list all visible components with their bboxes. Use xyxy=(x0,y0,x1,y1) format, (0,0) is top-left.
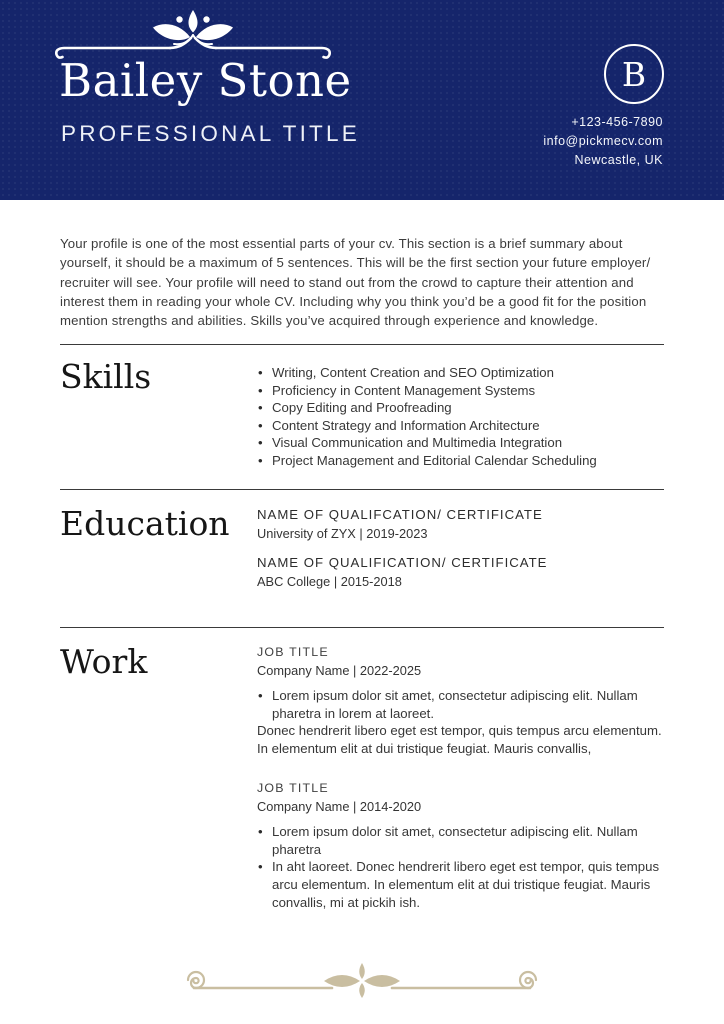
skill-item: • Proficiency in Content Management Systems xyxy=(257,382,664,399)
skill-item: • Writing, Content Creation and SEO Optimization xyxy=(257,364,664,381)
section-work-heading-col xyxy=(60,641,257,935)
work-heading: Work xyxy=(60,641,148,681)
qualification-detail: University of ZYX | 2019-2023 xyxy=(257,525,428,541)
qualification-detail: ABC College | 2015-2018 xyxy=(257,573,402,589)
contact-email: info@pickmecv.com xyxy=(543,134,663,148)
contact-location: Newcastle, UK xyxy=(574,153,663,167)
person-name: Bailey Stone xyxy=(59,54,352,107)
section-work-body-col xyxy=(257,645,664,935)
company-line: Company Name | 2022-2025 xyxy=(257,662,422,678)
monogram-letter: B xyxy=(621,54,647,94)
qualification-title: NAME OF QUALIFICATION/ CERTIFICATE xyxy=(257,554,548,570)
skill-item: • Content Strategy and Information Architecture xyxy=(257,417,664,434)
profile-summary: Your profile is one of the most essential parts of your cv. This section is a brief summary about yourself, it should be a maximum of 5 sentences. This will be the first section your future employer/ recruiter will see. Your profile will need to stand out from the crowd to capture their attention and interest them in reading your whole CV. Including why you think you’d be a good fit for the position mention strengths and abilities. Skills you’ve acquired through experience and knowledge. xyxy=(60,236,651,329)
work-entry xyxy=(257,645,664,757)
job-title: JOB TITLE xyxy=(257,781,329,796)
work-bullet-list xyxy=(257,687,664,722)
company-line: Company Name | 2014-2020 xyxy=(257,799,422,815)
skills-list xyxy=(257,364,664,468)
person-title: PROFESSIONAL TITLE xyxy=(61,121,360,146)
job-title: JOB TITLE xyxy=(257,644,329,659)
flourish-divider-icon xyxy=(48,6,338,60)
section-education-heading-col xyxy=(60,503,257,603)
work-bullet: • In aht laoreet. Donec hendrerit libero eget est tempor, quis tempus arcu elementum. In elementum elit at dui tristique feugiat. Mauris convallis, mi at pickih ish. xyxy=(257,858,664,911)
section-work xyxy=(60,628,664,935)
section-skills xyxy=(60,345,664,488)
monogram-badge xyxy=(604,44,664,104)
section-skills-heading-col xyxy=(60,357,257,468)
skill-item: • Visual Communication and Multimedia Integration xyxy=(257,434,664,451)
skill-item: • Project Management and Editorial Calendar Scheduling xyxy=(257,452,664,469)
skills-heading: Skills xyxy=(60,357,152,397)
content xyxy=(0,234,724,935)
work-paragraph: Donec hendrerit libero eget est tempor, quis tempus arcu elementum. In elementum elit at dui tristique feugiat. Mauris convallis, xyxy=(257,723,662,756)
section-education-body-col xyxy=(257,507,664,603)
contact-phone: +123-456-7890 xyxy=(571,115,663,129)
section-education xyxy=(60,490,664,627)
work-bullet: • Lorem ipsum dolor sit amet, consectetur adipiscing elit. Nullam pharetra in lorem at laoreet. xyxy=(257,687,664,722)
header xyxy=(0,0,724,200)
education-heading: Education xyxy=(60,503,230,543)
qualification-title: NAME OF QUALIFCATION/ CERTIFICATE xyxy=(257,506,543,522)
skill-item: • Copy Editing and Proofreading xyxy=(257,399,664,416)
education-entry xyxy=(257,507,664,541)
contact-block xyxy=(543,113,663,170)
education-entry xyxy=(257,555,664,589)
section-skills-body-col xyxy=(257,360,664,468)
work-bullet-list xyxy=(257,823,664,911)
work-entry xyxy=(257,781,664,911)
work-bullet: • Lorem ipsum dolor sit amet, consectetur adipiscing elit. Nullam pharetra xyxy=(257,823,664,858)
scroll-divider-icon xyxy=(174,958,550,998)
